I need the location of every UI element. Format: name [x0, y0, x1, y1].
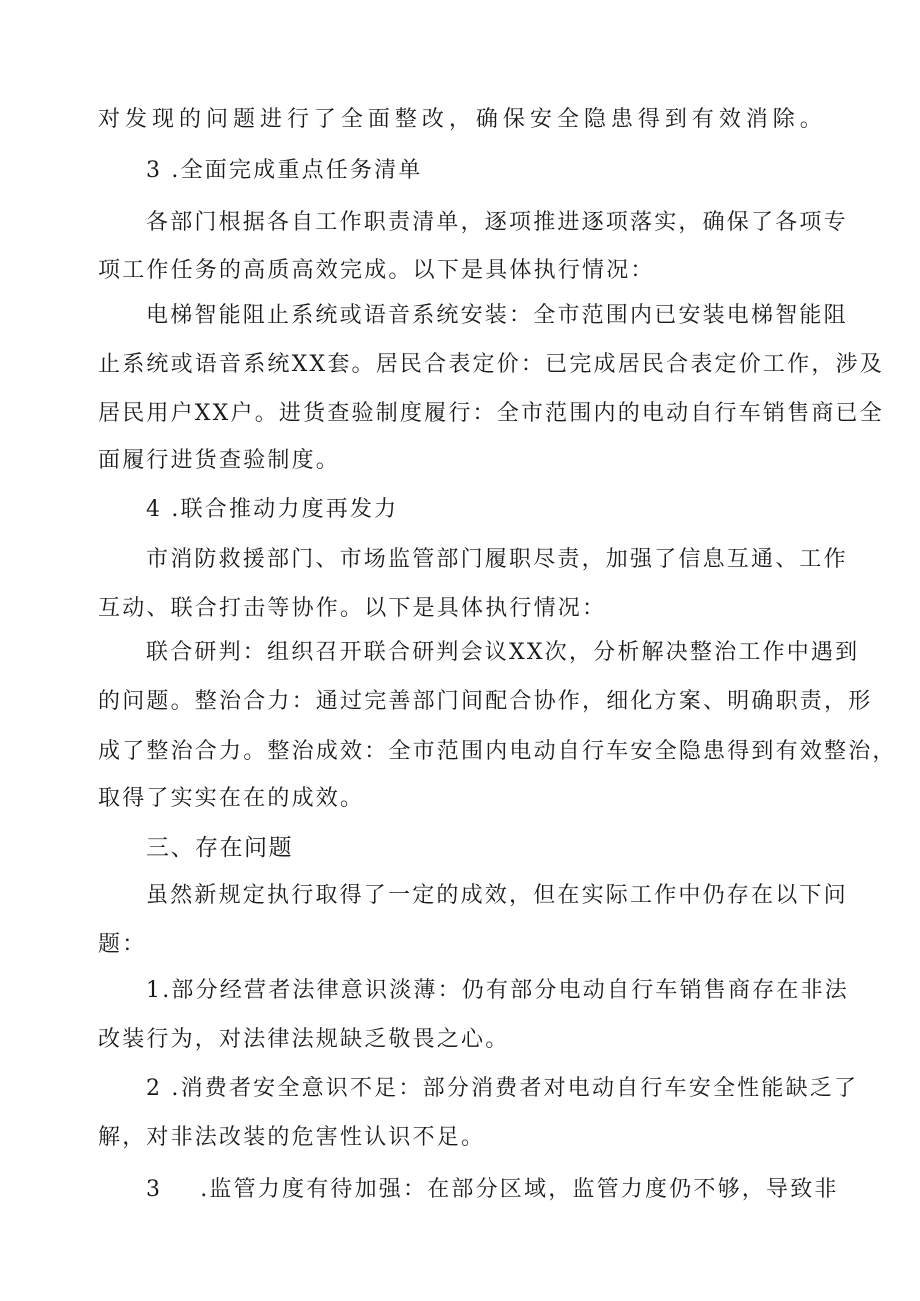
list-item-number: 3	[146, 1177, 163, 1202]
paragraph-line: 电梯智能阻止系统或语音系统安装：全市范围内已安装电梯智能阻	[146, 303, 848, 328]
paragraph-line: 题：	[98, 932, 147, 957]
paragraph-line: 止系统或语音系统XX套。居民合表定价：已完成居民合表定价工作，涉及	[98, 352, 884, 377]
paragraph-line: 互动、联合打击等协作。以下是具体执行情况：	[98, 596, 607, 621]
paragraph-line: 联合研判：组织召开联合研判会议XX次，分析解决整治工作中遇到	[146, 640, 860, 665]
paragraph-line: 的问题。整治合力：通过完善部门间配合协作，细化方案、明确职责，形	[98, 689, 873, 714]
list-item-line: 1.部分经营者法律意识淡薄：仍有部分电动自行车销售商存在非法	[146, 978, 849, 1003]
paragraph-line: 取得了实实在在的成效。	[98, 786, 365, 811]
subsection-heading: 3 .全面完成重点任务清单	[146, 158, 423, 183]
section-heading: 三、存在问题	[146, 835, 293, 861]
list-item-text: .监管力度有待加强：在部分区域，监管力度仍不够，导致非	[200, 1177, 839, 1202]
list-item-line	[146, 1175, 839, 1205]
paragraph-line: 各部门根据各自工作职责清单，逐项推进逐项落实，确保了各项专	[146, 210, 848, 235]
paragraph-line: 对发现的问题进行了全面整改，确保安全隐患得到有效消除。	[98, 107, 824, 132]
list-item-line: 改装行为，对法律法规缺乏敬畏之心。	[98, 1027, 510, 1052]
list-item-line: 解，对非法改装的危害性认识不足。	[98, 1125, 486, 1150]
paragraph-line: 成了整治合力。整治成效：全市范围内电动自行车安全隐患得到有效整治，	[98, 739, 897, 764]
paragraph-line: 项工作任务的高质高效完成。以下是具体执行情况：	[98, 258, 655, 283]
paragraph-line: 虽然新规定执行取得了一定的成效，但在实际工作中仍存在以下问	[146, 883, 848, 908]
subsection-heading: 4 .联合推动力度再发力	[146, 497, 399, 522]
list-item-line: 2 .消费者安全意识不足：部分消费者对电动自行车安全性能缺乏了	[146, 1076, 859, 1101]
paragraph-line: 面履行进货查验制度。	[98, 448, 341, 473]
paragraph-line: 市消防救援部门、市场监管部门履职尽责，加强了信息互通、工作	[146, 547, 848, 572]
paragraph-line: 居民用户XX户。进货查验制度履行：全市范围内的电动自行车销售商已全	[98, 401, 884, 426]
